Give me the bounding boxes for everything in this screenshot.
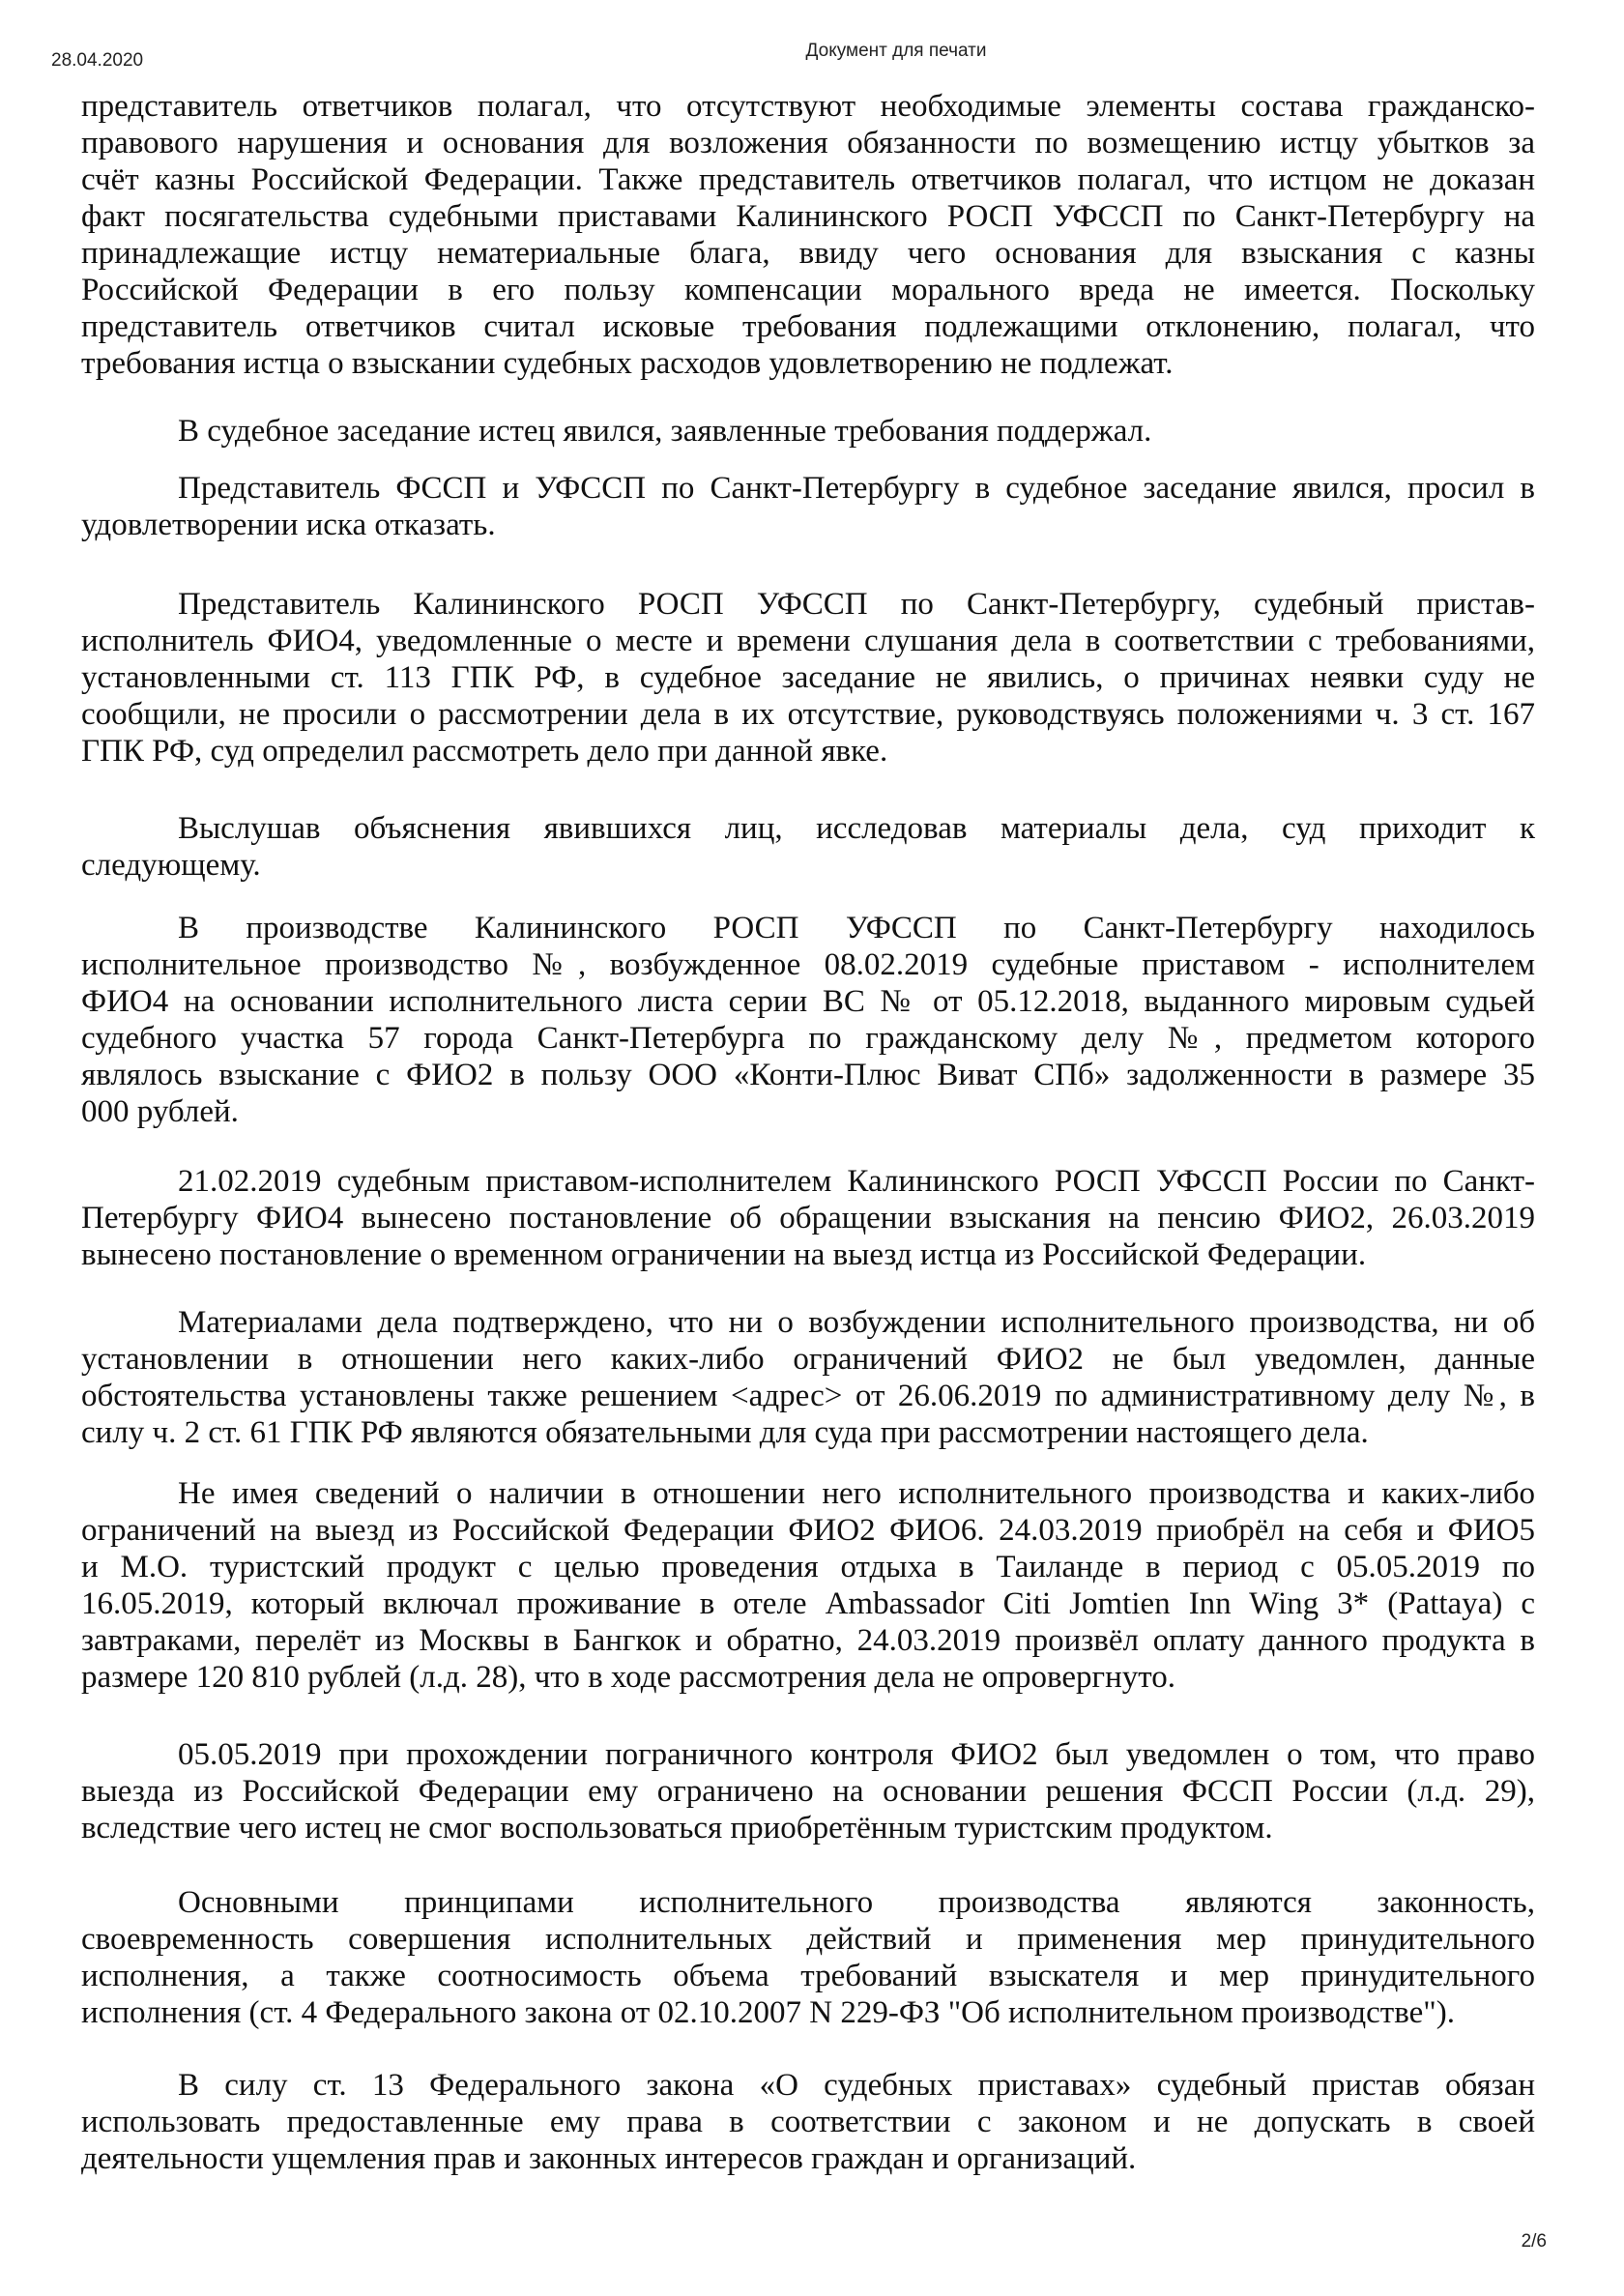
text-line: факт посягательства судебными приставами Калининского РОСП УФССП по Санкт-Петербургу на: [81, 199, 1535, 234]
document-header-title: Документ для печати: [805, 41, 987, 61]
text-line: обстоятельства установлены также решением <адрес> от 26.06.2019 по административному делу №, в: [81, 1379, 1535, 1413]
text-line: требования истца о взыскании судебных расходов удовлетворению не подлежат.: [81, 346, 1174, 381]
text-line: сообщили, не просили о рассмотрении дела в их отсутствие, руководствуясь положениями ч. 3 ст. 167: [81, 697, 1535, 732]
text-line: исполнения, а также соотносимость объема требований взыскателя и мер принудительного: [81, 1959, 1535, 1993]
text-line: Представитель ФССП и УФССП по Санкт-Петербургу в судебное заседание явился, просил в: [178, 471, 1535, 506]
text-line: Основными принципами исполнительного производства являются законность,: [178, 1885, 1535, 1920]
paragraph: [81, 413, 1535, 450]
text-line: являлось взыскание с ФИО2 в пользу ООО «Конти-Плюс Виват СПб» задолженности в размере 35: [81, 1058, 1535, 1092]
paragraph: [81, 910, 1535, 1130]
text-line: представитель ответчиков полагал, что отсутствуют необходимые элементы состава гражданско-: [81, 89, 1535, 124]
paragraph: [81, 1475, 1535, 1696]
text-line: использовать предоставленные ему права в соответствии с законом и не допускать в своей: [81, 2105, 1535, 2139]
paragraph: [81, 1884, 1535, 2031]
text-line: установленными ст. 113 ГПК РФ, в судебное заседание не явились, о причинах неявки суду не: [81, 660, 1535, 695]
text-line: Выслушав объяснения явившихся лиц, исследовав материалы дела, суд приходит к: [178, 811, 1535, 846]
text-line: представитель ответчиков считал исковые требования подлежащими отклонению, полагал, что: [81, 309, 1535, 344]
text-line: правового нарушения и основания для возложения обязанности по возмещению истцу убытков за: [81, 126, 1535, 160]
paragraph: [81, 88, 1535, 382]
page-number: 2/6: [1521, 2231, 1547, 2252]
text-line: исполнитель ФИО4, уведомленные о месте и времени слушания дела в соответствии с требованиями,: [81, 624, 1535, 658]
text-line: следующему.: [81, 848, 261, 883]
text-line: В производстве Калининского РОСП УФССП по Санкт-Петербургу находилось: [178, 911, 1535, 945]
paragraph: [81, 1736, 1535, 1846]
text-line: завтраками, перелёт из Москвы в Бангкок и обратно, 24.03.2019 произвёл оплату данного продукта в: [81, 1623, 1535, 1658]
text-line: Представитель Калининского РОСП УФССП по Санкт-Петербургу, судебный пристав-: [178, 587, 1535, 622]
text-line: Материалами дела подтверждено, что ни о возбуждении исполнительного производства, ни об: [178, 1305, 1535, 1340]
text-line: исполнительное производство №, возбужденное 08.02.2019 судебные приставом - исполнителем: [81, 947, 1535, 982]
text-line: ограничений на выезд из Российской Федерации ФИО2 ФИО6. 24.03.2019 приобрёл на себя и ФИО5: [81, 1513, 1535, 1548]
paragraph: [81, 586, 1535, 770]
text-line: Не имея сведений о наличии в отношении него исполнительного производства и каких-либо: [178, 1476, 1535, 1511]
text-line: В силу ст. 13 Федерального закона «О судебных приставах» судебный пристав обязан: [178, 2068, 1535, 2103]
text-line: своевременность совершения исполнительных действий и применения мер принудительного: [81, 1922, 1535, 1957]
text-line: и М.О. туристский продукт с целью проведения отдыха в Таиланде в период с 05.05.2019 по: [81, 1550, 1535, 1584]
text-line: 05.05.2019 при прохождении пограничного контроля ФИО2 был уведомлен о том, что право: [178, 1737, 1535, 1772]
text-line: деятельности ущемления прав и законных интересов граждан и организаций.: [81, 2141, 1137, 2176]
text-line: вследствие чего истец не смог воспользоваться приобретённым туристским продуктом.: [81, 1811, 1273, 1846]
text-line: удовлетворении иска отказать.: [81, 508, 496, 542]
text-line: ГПК РФ, суд определил рассмотреть дело при данной явке.: [81, 734, 888, 769]
text-line: вынесено постановление о временном ограничении на выезд истца из Российской Федерации.: [81, 1237, 1367, 1272]
text-line: силу ч. 2 ст. 61 ГПК РФ являются обязательными для суда при рассмотрении настоящего дела.: [81, 1415, 1369, 1450]
print-date: 28.04.2020: [51, 50, 144, 71]
text-line: 000 рублей.: [81, 1094, 239, 1129]
text-line: ФИО4 на основании исполнительного листа серии ВС № от 05.12.2018, выданного мировым судьей: [81, 984, 1535, 1019]
text-line: судебного участка 57 города Санкт-Петербурга по гражданскому делу №, предметом которого: [81, 1021, 1535, 1056]
text-line: выезда из Российской Федерации ему ограничено на основании решения ФССП России (л.д. 29),: [81, 1774, 1535, 1809]
text-line: размере 120 810 рублей (л.д. 28), что в ходе рассмотрения дела не опровергнуто.: [81, 1660, 1175, 1695]
paragraph: [81, 1304, 1535, 1451]
text-line: Петербургу ФИО4 вынесено постановление об обращении взыскания на пенсию ФИО2, 26.03.2019: [81, 1201, 1535, 1235]
paragraph: [81, 470, 1535, 543]
text-line: принадлежащие истцу нематериальные блага, ввиду чего основания для взыскания с казны: [81, 236, 1535, 271]
text-line: 16.05.2019, который включал проживание в отеле Ambassador Citi Jomtien Inn Wing 3* (Pattaya) с: [81, 1586, 1535, 1621]
text-line: установлении в отношении него каких-либо ограничений ФИО2 не был уведомлен, данные: [81, 1342, 1535, 1377]
paragraph: [81, 810, 1535, 884]
paragraph: [81, 2067, 1535, 2177]
text-line: счёт казны Российской Федерации. Также представитель ответчиков полагал, что истцом не доказан: [81, 162, 1535, 197]
text-line: исполнения (ст. 4 Федерального закона от 02.10.2007 N 229-ФЗ "Об исполнительном производстве").: [81, 1995, 1455, 2030]
text-line: 21.02.2019 судебным приставом-исполнителем Калининского РОСП УФССП России по Санкт-: [178, 1164, 1535, 1199]
text-line: Российской Федерации в его пользу компенсации морального вреда не имеется. Поскольку: [81, 273, 1535, 307]
paragraph: [81, 1163, 1535, 1273]
text-line: В судебное заседание истец явился, заявленные требования поддержал.: [178, 414, 1152, 449]
